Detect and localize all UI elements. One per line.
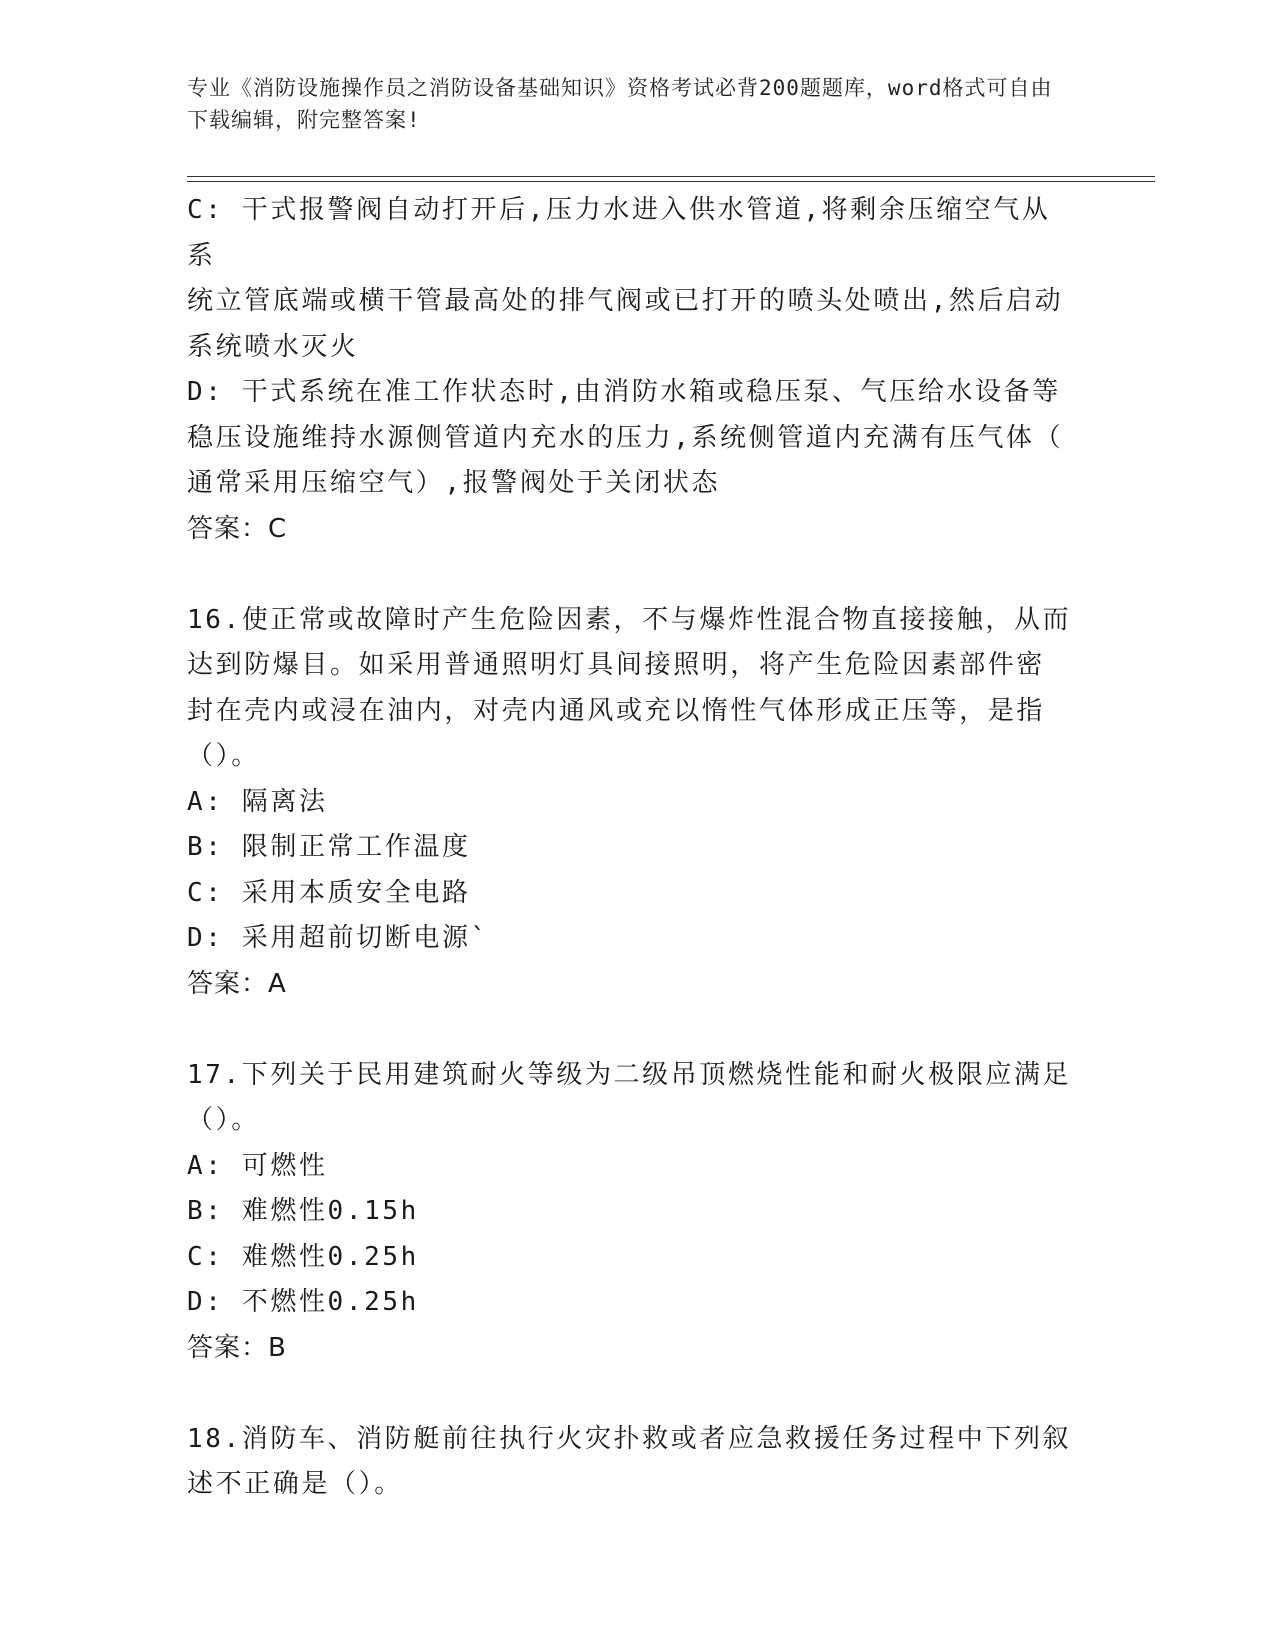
answer-line: 答案：A (187, 968, 287, 999)
question-block-18 (187, 1417, 1077, 1508)
text-line: C: 干式报警阀自动打开后,压力水进入供水管道,将剩余压缩空气从系 (187, 195, 1051, 271)
spacer (187, 1371, 1077, 1417)
text-line: 统立管底端或横干管最高处的排气阀或已打开的喷头处喷出,然后启动 (187, 286, 1064, 316)
text-line: 稳压设施维持水源侧管道内充水的压力,系统侧管道内充满有压气体（ (187, 422, 1064, 453)
option-c: C: 难燃性0.25h (187, 1241, 419, 1272)
option-a: A: 隔离法 (187, 786, 328, 817)
option-a: A: 可燃性 (187, 1150, 328, 1181)
option-b: B: 限制正常工作温度 (187, 832, 471, 862)
question-text-line: 达到防爆目。如采用普通照明灯具间接照明，将产生危险因素部件密 (187, 650, 1046, 680)
question-list (187, 188, 1077, 1508)
spacer (187, 1007, 1077, 1053)
question-text-line: 封在壳内或浸在油内，对壳内通风或充以惰性气体形成正压等，是指 (187, 695, 1046, 726)
option-d: D: 采用超前切断电源` (187, 923, 489, 953)
text-line: 系统喷水灭火 (187, 331, 359, 362)
option-c: C: 采用本质安全电路 (187, 877, 471, 908)
question-text-line: 18.消防车、消防艇前往执行火灾扑救或者应急救援任务过程中下列叙 (187, 1423, 1072, 1454)
text-line: D: 干式系统在准工作状态时,由消防水箱或稳压泵、气压给水设备等 (187, 377, 1061, 407)
answer-line: 答案：B (187, 1332, 287, 1363)
header-title: 专业《消防设施操作员之消防设备基础知识》资格考试必背200题题库，word格式可自由下载编辑，附完整答案! (187, 76, 1053, 132)
question-text-line: （）。 (187, 1105, 260, 1135)
question-block-17 (187, 1053, 1077, 1372)
question-text-line: 16.使正常或故障时产生危险因素，不与爆炸性混合物直接接触，从而 (187, 604, 1072, 635)
answer-line: 答案：C (187, 513, 288, 544)
header-divider-bottom (187, 181, 1155, 182)
text-line: 通常采用压缩空气）,报警阀处于关闭状态 (187, 468, 721, 498)
header-divider-top (187, 176, 1155, 177)
question-text-line: （）。 (187, 741, 260, 771)
question-text-line: 述不正确是（）。 (187, 1469, 403, 1499)
option-b: B: 难燃性0.15h (187, 1196, 419, 1226)
question-block-16 (187, 598, 1077, 1008)
option-d: D: 不燃性0.25h (187, 1287, 419, 1317)
spacer (187, 552, 1077, 598)
question-text-line: 17.下列关于民用建筑耐火等级为二级吊顶燃烧性能和耐火极限应满足 (187, 1059, 1072, 1090)
document-header (187, 72, 1067, 136)
question-block-15 (187, 188, 1077, 552)
